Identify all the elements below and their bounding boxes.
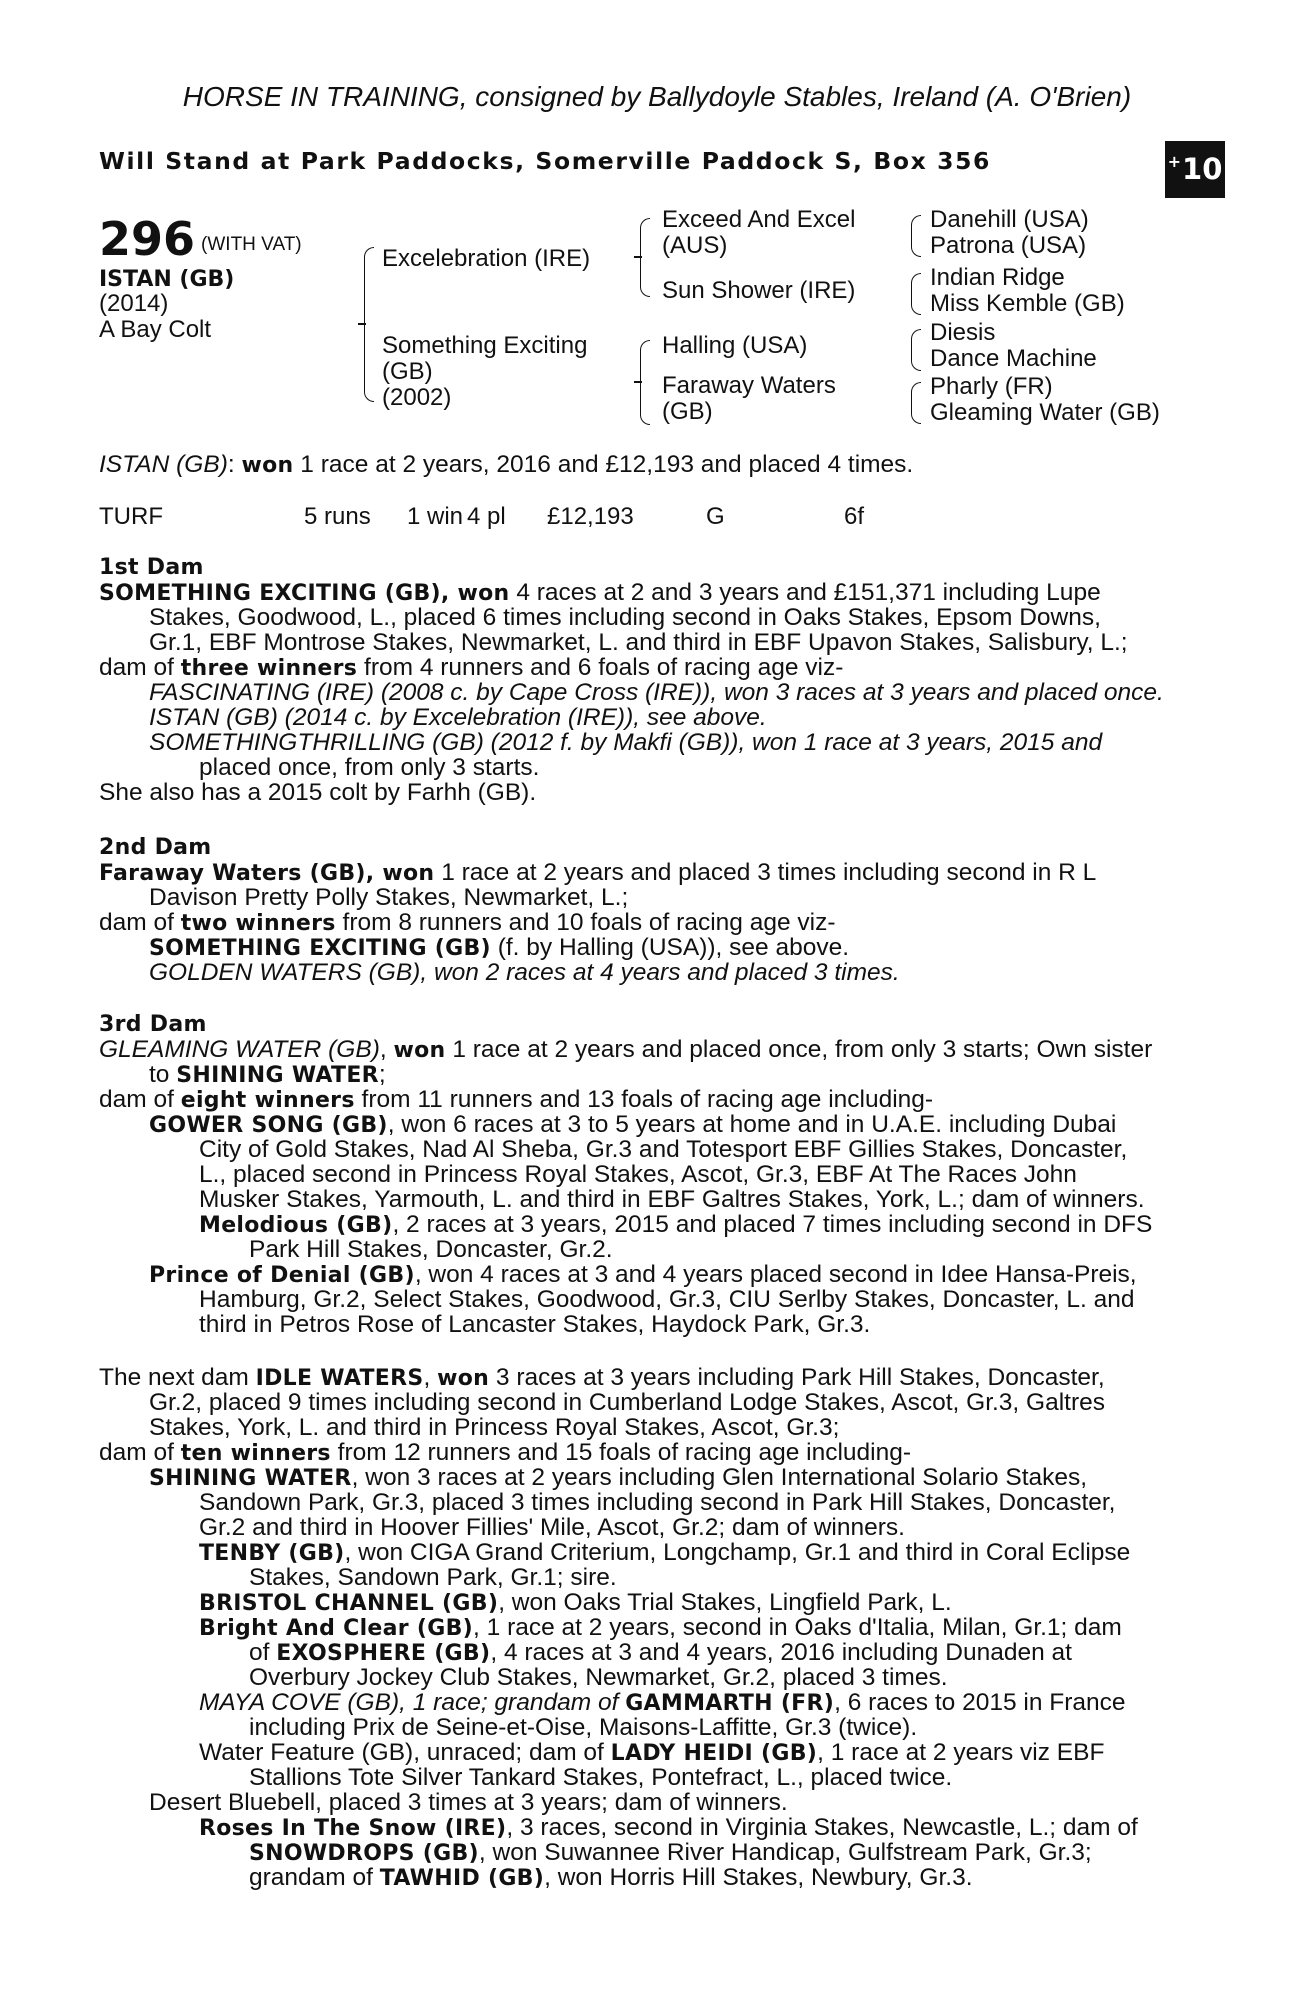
brace-ss bbox=[911, 215, 921, 257]
first-dam-line3: Gr.1, EBF Montrose Stakes, Newmarket, L. and third in EBF Upavon Stakes, Salisbury, L.; bbox=[149, 629, 1128, 656]
next-dam-line8: TENBY (GB), won CIGA Grand Criterium, Longchamp, Gr.1 and third in Coral Eclipse bbox=[199, 1539, 1131, 1566]
next-dam-line20: SNOWDROPS (GB), won Suwannee River Handicap, Gulfstream Park, Gr.3; bbox=[249, 1839, 1092, 1866]
vat-note: (WITH VAT) bbox=[201, 234, 302, 255]
first-dam-line5: FASCINATING (IRE) (2008 c. by Cape Cross (IRE)), won 3 races at 3 years and placed once. bbox=[149, 679, 1164, 706]
next-dam-line2: Gr.2, placed 9 times including second in Cumberland Lodge Stakes, Ascot, Gr.3, Galtres bbox=[149, 1389, 1106, 1416]
third-dam-line8: Melodious (GB), 2 races at 3 years, 2015 and placed 7 times including second in DFS bbox=[199, 1211, 1153, 1238]
second-dam-line3: dam of two winners from 8 runners and 10 foals of racing age viz- bbox=[99, 909, 836, 936]
third-dam-line9: Park Hill Stakes, Doncaster, Gr.2. bbox=[249, 1236, 613, 1263]
brace-sd bbox=[911, 273, 921, 315]
record-placed: 4 pl bbox=[467, 503, 506, 530]
next-dam-line21: grandam of TAWHID (GB), won Horris Hill Stakes, Newbury, Gr.3. bbox=[249, 1864, 973, 1891]
first-dam-line2: Stakes, Goodwood, L., placed 6 times including second in Oaks Stakes, Epsom Downs, bbox=[149, 604, 1101, 631]
next-dam-line9: Stakes, Sandown Park, Gr.1; sire. bbox=[249, 1564, 617, 1591]
next-dam-line12: of EXOSPHERE (GB), 4 races at 3 and 4 years, 2016 including Dunaden at bbox=[249, 1639, 1072, 1666]
next-dam-line4: dam of ten winners from 12 runners and 15 foals of racing age including- bbox=[99, 1439, 912, 1466]
next-dam-line17: Stallions Tote Silver Tankard Stakes, Pontefract, L., placed twice. bbox=[249, 1764, 953, 1791]
pedigree-dam-sire: Halling (USA) bbox=[662, 332, 808, 359]
brace-sire-line-notch bbox=[634, 256, 642, 258]
next-dam-line16: Water Feature (GB), unraced; dam of LADY HEIDI (GB), 1 race at 2 years viz EBF bbox=[199, 1739, 1105, 1766]
first-dam-line6: ISTAN (GB) (2014 c. by Excelebration (IRE)), see above. bbox=[149, 704, 767, 731]
next-dam-line5: SHINING WATER, won 3 races at 2 years including Glen International Solario Stakes, bbox=[149, 1464, 1088, 1491]
badge-plus: + bbox=[1167, 151, 1182, 171]
third-dam-line3: dam of eight winners from 11 runners and 13 foals of racing age including- bbox=[99, 1086, 934, 1113]
brace-ds bbox=[911, 329, 921, 371]
second-dam-line1: Faraway Waters (GB), won 1 race at 2 years and placed 3 times including second in R L bbox=[99, 859, 1097, 886]
third-dam-line6: L., placed second in Princess Royal Stakes, Ascot, Gr.3, EBF At The Races John bbox=[199, 1161, 1077, 1188]
second-dam-line2: Davison Pretty Polly Stakes, Newmarket, L.; bbox=[149, 884, 629, 911]
record-distance: 6f bbox=[844, 503, 865, 530]
pedigree-dam-dam-line1: Faraway Waters bbox=[662, 372, 836, 399]
pedigree-sss: Danehill (USA) bbox=[930, 206, 1089, 233]
pedigree-dam-dam-line2: (GB) bbox=[662, 398, 713, 425]
third-dam-line1: GLEAMING WATER (GB), won 1 race at 2 years and placed once, from only 3 starts; Own sister bbox=[99, 1036, 1153, 1063]
first-dam-line9: She also has a 2015 colt by Farhh (GB). bbox=[99, 779, 537, 806]
pedigree-dsd: Dance Machine bbox=[930, 345, 1097, 372]
third-dam-line11: Hamburg, Gr.2, Select Stakes, Goodwood, Gr.3, CIU Serlby Stakes, Doncaster, L. and bbox=[199, 1286, 1135, 1313]
brace-gen1-notch bbox=[358, 323, 366, 325]
third-dam-line4: GOWER SONG (GB), won 6 races at 3 to 5 years at home and in U.A.E. including Dubai bbox=[149, 1111, 1117, 1138]
pedigree-ssd: Patrona (USA) bbox=[930, 232, 1087, 259]
record-earnings: £12,193 bbox=[547, 503, 634, 530]
pedigree-dss: Diesis bbox=[930, 319, 996, 346]
record-runs: 5 runs bbox=[304, 503, 371, 530]
race-summary: ISTAN (GB): won 1 race at 2 years, 2016 and £12,193 and placed 4 times. bbox=[99, 451, 914, 478]
first-dam-heading: 1st Dam bbox=[99, 555, 204, 580]
lot-number-value: 296 bbox=[99, 212, 196, 266]
pedigree-sds: Indian Ridge bbox=[930, 264, 1065, 291]
record-wins: 1 win bbox=[407, 503, 464, 530]
first-dam-line8: placed once, from only 3 starts. bbox=[199, 754, 540, 781]
brace-dd bbox=[911, 382, 921, 424]
summary-horse-name: ISTAN (GB) bbox=[99, 451, 228, 478]
first-dam-line7: SOMETHINGTHRILLING (GB) (2012 f. by Makfi (GB)), won 1 race at 3 years, 2015 and bbox=[149, 729, 1103, 756]
first-dam-line1: SOMETHING EXCITING (GB), won 4 races at 2 and 3 years and £151,371 including Lupe bbox=[99, 579, 1101, 606]
next-dam-line19: Roses In The Snow (IRE), 3 races, second in Virginia Stakes, Newcastle, L.; dam of bbox=[199, 1814, 1138, 1841]
next-dam-line6: Sandown Park, Gr.3, placed 3 times including second in Park Hill Stakes, Doncaster, bbox=[199, 1489, 1116, 1516]
next-dam-line11: Bright And Clear (GB), 1 race at 2 years, second in Oaks d'Italia, Milan, Gr.1; dam bbox=[199, 1614, 1122, 1641]
badge-number: 10 bbox=[1182, 151, 1223, 186]
page-title: HORSE IN TRAINING, consigned by Ballydoyle Stables, Ireland (A. O'Brien) bbox=[182, 81, 1132, 112]
third-dam-line10: Prince of Denial (GB), won 4 races at 3 and 4 years placed second in Idee Hansa-Preis, bbox=[149, 1261, 1137, 1288]
next-dam-line3: Stakes, York, L. and third in Princess Royal Stakes, Ascot, Gr.3; bbox=[149, 1414, 840, 1441]
summary-won: won bbox=[241, 453, 294, 478]
pedigree-dds: Pharly (FR) bbox=[930, 373, 1053, 400]
second-dam-line5: GOLDEN WATERS (GB), won 2 races at 4 years and placed 3 times. bbox=[149, 959, 900, 986]
next-dam-line7: Gr.2 and third in Hoover Fillies' Mile, Ascot, Gr.2; dam of winners. bbox=[199, 1514, 905, 1541]
next-dam-line18: Desert Bluebell, placed 3 times at 3 years; dam of winners. bbox=[149, 1789, 788, 1816]
box-badge bbox=[1165, 141, 1225, 198]
pedigree-dam-line2: (GB) bbox=[382, 358, 433, 385]
first-dam-line4: dam of three winners from 4 runners and 6 foals of racing age viz- bbox=[99, 654, 844, 681]
brace-dam-line-notch bbox=[634, 381, 642, 383]
horse-year: (2014) bbox=[99, 290, 169, 317]
horse-description: A Bay Colt bbox=[99, 316, 212, 343]
next-dam-line13: Overbury Jockey Club Stakes, Newmarket, Gr.2, placed 3 times. bbox=[249, 1664, 948, 1691]
stand-location: Will Stand at Park Paddocks, Somerville Paddock S, Box 356 bbox=[99, 147, 991, 175]
record-surface: TURF bbox=[99, 503, 163, 530]
pedigree-dam-line1: Something Exciting bbox=[382, 332, 588, 359]
third-dam-line12: third in Petros Rose of Lancaster Stakes, Haydock Park, Gr.3. bbox=[199, 1311, 871, 1338]
pedigree-sire: Excelebration (IRE) bbox=[382, 245, 591, 272]
third-dam-heading: 3rd Dam bbox=[99, 1012, 207, 1037]
pedigree-ddd: Gleaming Water (GB) bbox=[930, 399, 1160, 426]
second-dam-line4: SOMETHING EXCITING (GB) (f. by Halling (USA)), see above. bbox=[149, 934, 850, 961]
lot-number bbox=[99, 214, 302, 270]
next-dam-line15: including Prix de Seine-et-Oise, Maisons-Laffitte, Gr.3 (twice). bbox=[249, 1714, 918, 1741]
pedigree-sdd: Miss Kemble (GB) bbox=[930, 290, 1125, 317]
record-going: G bbox=[706, 503, 725, 530]
next-dam-line1: The next dam IDLE WATERS, won 3 races at 3 years including Park Hill Stakes, Doncaster, bbox=[99, 1364, 1105, 1391]
summary-text: 1 race at 2 years, 2016 and £12,193 and placed 4 times. bbox=[293, 451, 914, 478]
third-dam-line5: City of Gold Stakes, Nad Al Sheba, Gr.3 and Totesport EBF Gillies Stakes, Doncaster, bbox=[199, 1136, 1128, 1163]
pedigree-sire-sire-line1: Exceed And Excel bbox=[662, 206, 856, 233]
pedigree-sire-dam: Sun Shower (IRE) bbox=[662, 277, 856, 304]
third-dam-line2: to SHINING WATER; bbox=[149, 1061, 386, 1088]
next-dam-line14: MAYA COVE (GB), 1 race; grandam of GAMMARTH (FR), 6 races to 2015 in France bbox=[199, 1689, 1126, 1716]
next-dam-line10: BRISTOL CHANNEL (GB), won Oaks Trial Stakes, Lingfield Park, L. bbox=[199, 1589, 952, 1616]
horse-name: ISTAN (GB) bbox=[99, 267, 235, 292]
pedigree-dam-line3: (2002) bbox=[382, 384, 452, 411]
pedigree-sire-sire-line2: (AUS) bbox=[662, 232, 728, 259]
second-dam-heading: 2nd Dam bbox=[99, 835, 212, 860]
third-dam-line7: Musker Stakes, Yarmouth, L. and third in EBF Galtres Stakes, York, L.; dam of winners. bbox=[199, 1186, 1145, 1213]
